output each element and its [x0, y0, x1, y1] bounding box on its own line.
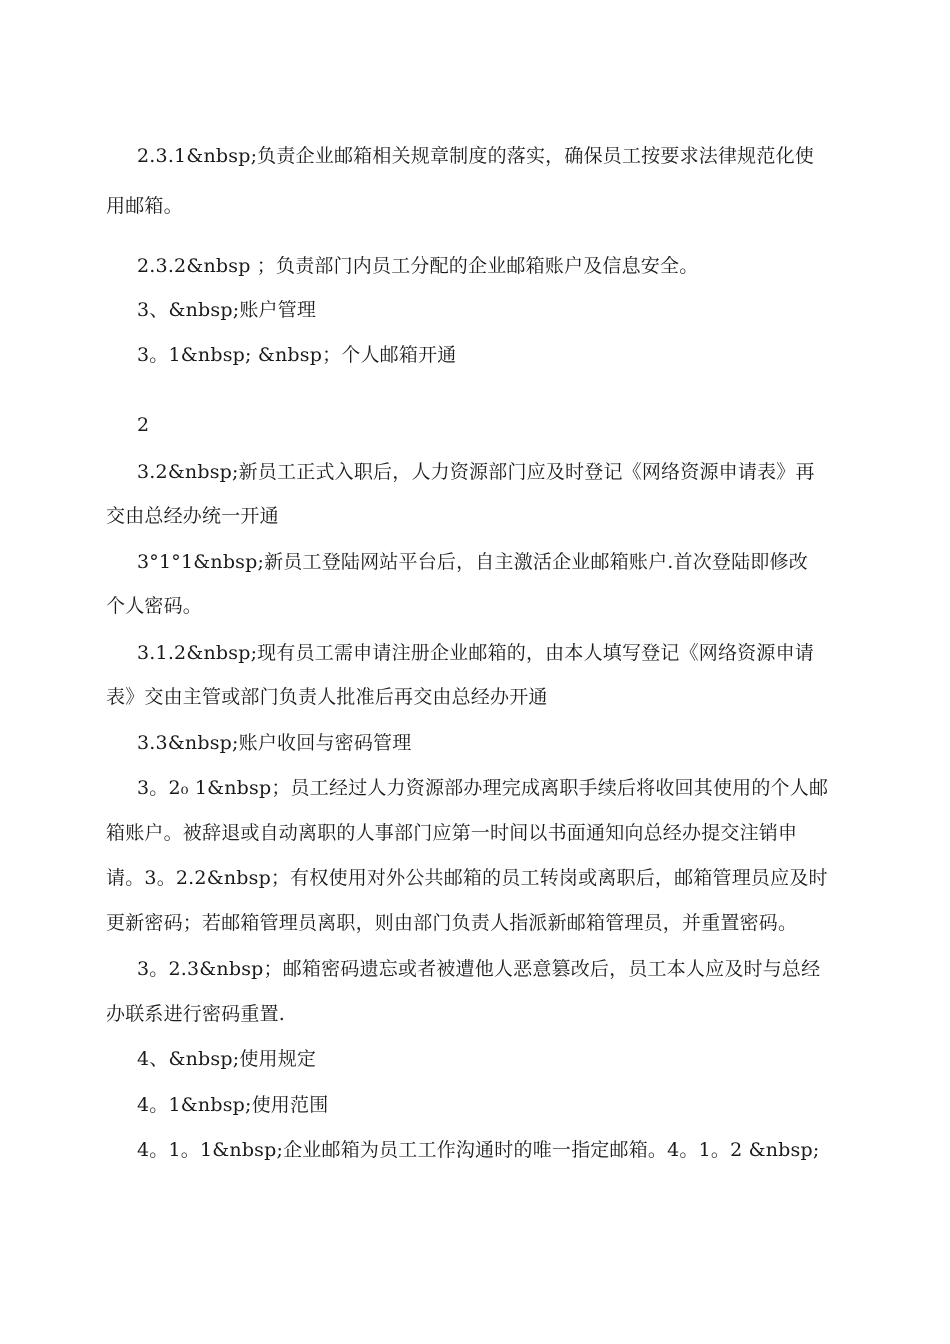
text-line: 办联系进行密码重置.: [106, 1003, 286, 1025]
text-line: 请。3。2.2&nbsp；有权使用对外公共邮箱的员工转岗或离职后，邮箱管理员应及时: [106, 867, 828, 889]
text-line: 更新密码；若邮箱管理员离职，则由部门负责人指派新邮箱管理员，并重置密码。: [106, 912, 798, 934]
text-line: 4。1。1&nbsp;企业邮箱为员工工作沟通时的唯一指定邮箱。4。1。2 &nbsp;: [137, 1139, 820, 1161]
subsection-heading: 3。1&nbsp; &nbsp；个人邮箱开通: [137, 344, 457, 366]
section-heading: 4、&nbsp;使用规定: [137, 1048, 317, 1070]
text-line: 2.3.1&nbsp;负责企业邮箱相关规章制度的落实，确保员工按要求法律规范化使: [137, 145, 814, 167]
text-line: 表》交由主管或部门负责人批准后再交由总经办开通: [106, 686, 548, 708]
page-number: 2: [137, 414, 150, 436]
subsection-heading: 3.3&nbsp;账户收回与密码管理: [137, 732, 412, 754]
text-line: 交由总经办统一开通: [106, 505, 279, 527]
text-line: 用邮箱。: [106, 195, 183, 217]
text-line: 3。2.3&nbsp；邮箱密码遗忘或者被遭他人恶意篡改后，员工本人应及时与总经: [137, 958, 821, 980]
section-heading: 3、&nbsp;账户管理: [137, 299, 317, 321]
text-line: 2.3.2&nbsp ；负责部门内员工分配的企业邮箱账户及信息安全。: [137, 255, 699, 277]
text-line: 个人密码。: [106, 595, 203, 617]
text-line: 3.1.2&nbsp;现有员工需申请注册企业邮箱的，由本人填写登记《网络资源申请: [137, 642, 814, 664]
text-line: 3°1°1&nbsp;新员工登陆网站平台后，自主激活企业邮箱账户.首次登陆即修改: [137, 551, 808, 573]
subsection-heading: 4。1&nbsp;使用范围: [137, 1094, 329, 1116]
text-line: 3。2₀ 1&nbsp；员工经过人力资源部办理完成离职手续后将收回其使用的个人邮: [137, 777, 829, 799]
text-line: 3.2&nbsp;新员工正式入职后，人力资源部门应及时登记《网络资源申请表》再: [137, 461, 815, 483]
text-line: 箱账户。被辞退或自动离职的人事部门应第一时间以书面通知向总经办提交注销申: [106, 822, 798, 844]
